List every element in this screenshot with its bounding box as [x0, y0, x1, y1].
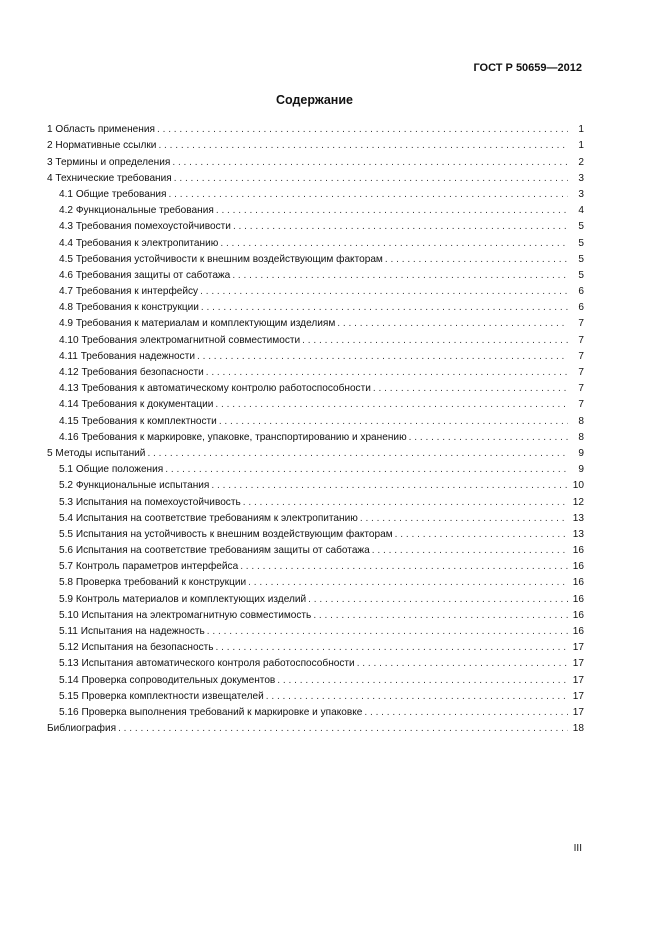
toc-entry-title: 4.8 Требования к конструкции: [59, 302, 199, 314]
toc-entry[interactable]: [47, 411, 584, 427]
toc-entry-page: 5: [578, 253, 584, 265]
table-of-contents: [47, 120, 584, 735]
toc-dot-leader: [200, 286, 568, 298]
toc-entry-title: 5.1 Общие положения: [59, 464, 164, 476]
toc-entry[interactable]: [47, 541, 584, 557]
toc-dot-leader: [266, 691, 568, 703]
toc-entry[interactable]: [47, 670, 584, 686]
toc-dot-leader: [147, 448, 568, 460]
toc-entry-page: 5: [578, 221, 584, 233]
toc-entry[interactable]: [47, 428, 584, 444]
toc-entry-page: 7: [578, 367, 584, 378]
toc-entry-title: 4 Технические требования: [47, 172, 172, 184]
toc-entry-title: 4.12 Требования безопасности: [59, 367, 204, 378]
toc-entry[interactable]: [47, 687, 584, 703]
toc-entry-title: 4.9 Требования к материалам и комплектующим изделиям: [59, 318, 336, 330]
toc-entry-page: 5: [578, 269, 584, 281]
toc-entry[interactable]: [47, 201, 584, 217]
toc-entry-page: 9: [578, 464, 584, 476]
toc-entry-title: 5.9 Контроль материалов и комплектующих изделий: [59, 593, 307, 605]
toc-entry-title: 5.10 Испытания на электромагнитную совместимость: [59, 609, 312, 621]
toc-entry-page: 16: [572, 593, 584, 605]
toc-entry-page: 9: [578, 447, 584, 459]
toc-entry-page: 16: [572, 577, 584, 589]
toc-entry-title: 5.12 Испытания на безопасность: [59, 642, 214, 654]
toc-dot-leader: [243, 497, 568, 509]
toc-entry[interactable]: [47, 314, 584, 330]
toc-entry[interactable]: [47, 266, 584, 282]
toc-entry-title: 4.15 Требования к комплектности: [59, 415, 217, 427]
toc-dot-leader: [232, 270, 568, 282]
toc-dot-leader: [211, 480, 568, 492]
toc-entry[interactable]: [47, 476, 584, 492]
toc-entry-page: 7: [578, 350, 584, 362]
toc-entry-title: 4.14 Требования к документации: [59, 399, 214, 411]
toc-dot-leader: [216, 642, 568, 654]
toc-dot-leader: [201, 302, 568, 314]
toc-entry-page: 7: [578, 318, 584, 330]
toc-entry[interactable]: [47, 363, 584, 379]
toc-dot-leader: [158, 140, 568, 152]
toc-entry-page: 7: [578, 383, 584, 395]
toc-entry[interactable]: [47, 250, 584, 266]
toc-entry-page: 16: [572, 561, 584, 573]
toc-dot-leader: [216, 205, 568, 217]
toc-dot-leader: [233, 221, 568, 233]
toc-dot-leader: [277, 675, 568, 687]
toc-dot-leader: [165, 464, 568, 476]
toc-dot-leader: [219, 416, 568, 428]
toc-entry[interactable]: [47, 169, 584, 185]
toc-entry[interactable]: [47, 347, 584, 363]
document-code: ГОСТ Р 50659—2012: [473, 62, 582, 74]
toc-entry[interactable]: [47, 460, 584, 476]
toc-entry-page: 8: [578, 431, 584, 443]
toc-entry-page: 13: [572, 528, 584, 540]
toc-entry-title: 5.8 Проверка требований к конструкции: [59, 577, 247, 589]
toc-entry[interactable]: [47, 573, 584, 589]
toc-entry-title: 5 Методы испытаний: [47, 447, 146, 459]
toc-dot-leader: [220, 238, 568, 250]
toc-entry-page: 17: [572, 658, 584, 670]
toc-dot-leader: [337, 318, 568, 330]
toc-entry-title: Библиография: [47, 723, 117, 735]
toc-entry[interactable]: [47, 719, 584, 735]
toc-entry-page: 5: [578, 237, 584, 249]
toc-dot-leader: [360, 513, 568, 525]
toc-entry-page: 17: [572, 690, 584, 702]
toc-entry-title: 5.2 Функциональные испытания: [59, 480, 210, 492]
toc-entry-title: 4.7 Требования к интерфейсу: [59, 286, 199, 298]
toc-entry-page: 18: [572, 723, 584, 735]
toc-entry-page: 16: [572, 609, 584, 621]
toc-entry-title: 3 Термины и определения: [47, 156, 171, 168]
toc-entry-title: 5.15 Проверка комплектности извещателей: [59, 690, 264, 702]
toc-entry[interactable]: [47, 622, 584, 638]
toc-dot-leader: [240, 561, 568, 573]
page-number: III: [573, 843, 582, 854]
toc-entry-title: 5.7 Контроль параметров интерфейса: [59, 561, 239, 573]
toc-entry-page: 3: [578, 172, 584, 184]
toc-dot-leader: [373, 383, 568, 395]
toc-dot-leader: [157, 124, 568, 136]
toc-entry-title: 5.13 Испытания автоматического контроля работоспособности: [59, 658, 355, 670]
toc-dot-leader: [118, 723, 568, 735]
toc-dot-leader: [169, 189, 568, 201]
toc-entry-title: 5.6 Испытания на соответствие требованиям защиты от саботажа: [59, 545, 370, 557]
toc-entry[interactable]: [47, 152, 584, 168]
toc-entry-title: 4.4 Требования к электропитанию: [59, 237, 219, 249]
toc-entry-title: 2 Нормативные ссылки: [47, 140, 157, 152]
toc-entry-title: 4.10 Требования электромагнитной совместимости: [59, 334, 301, 346]
toc-entry-page: 7: [578, 334, 584, 346]
toc-entry[interactable]: [47, 185, 584, 201]
toc-entry[interactable]: [47, 120, 584, 136]
toc-dot-leader: [215, 399, 568, 411]
toc-entry-page: 10: [572, 480, 584, 492]
toc-entry-title: 4.3 Требования помехоустойчивости: [59, 221, 231, 233]
toc-entry[interactable]: [47, 654, 584, 670]
toc-entry-page: 8: [578, 415, 584, 427]
toc-entry-title: 5.14 Проверка сопроводительных документов: [59, 674, 276, 686]
toc-entry-title: 1 Область применения: [47, 124, 155, 136]
toc-entry[interactable]: [47, 509, 584, 525]
toc-entry[interactable]: [47, 233, 584, 249]
toc-dot-leader: [372, 545, 568, 557]
toc-entry-title: 5.4 Испытания на соответствие требованиям к электропитанию: [59, 512, 358, 524]
toc-entry-title: 4.13 Требования к автоматическому контролю работоспособности: [59, 383, 371, 395]
toc-entry-page: 17: [572, 642, 584, 654]
toc-dot-leader: [385, 254, 568, 266]
toc-entry-title: 4.6 Требования защиты от саботажа: [59, 269, 231, 281]
toc-dot-leader: [357, 658, 568, 670]
toc-dot-leader: [302, 335, 568, 347]
toc-entry[interactable]: [47, 379, 584, 395]
toc-dot-leader: [409, 432, 568, 444]
toc-dot-leader: [313, 610, 568, 622]
toc-entry-page: 12: [572, 496, 584, 508]
toc-dot-leader: [207, 626, 568, 638]
toc-entry[interactable]: [47, 638, 584, 654]
toc-entry-page: 6: [578, 286, 584, 298]
toc-entry-title: 5.16 Проверка выполнения требований к маркировке и упаковке: [59, 706, 363, 718]
toc-entry-page: 4: [578, 205, 584, 217]
toc-dot-leader: [308, 594, 568, 606]
toc-entry[interactable]: [47, 606, 584, 622]
toc-entry-page: 7: [578, 399, 584, 411]
toc-entry-title: 4.16 Требования к маркировке, упаковке, транспортированию и хранению: [59, 431, 407, 443]
toc-dot-leader: [206, 367, 568, 379]
toc-entry-title: 5.3 Испытания на помехоустойчивость: [59, 496, 241, 508]
toc-entry[interactable]: [47, 589, 584, 605]
toc-entry-title: 4.11 Требования надежности: [59, 350, 195, 362]
toc-entry-page: 2: [578, 156, 584, 168]
toc-entry[interactable]: [47, 282, 584, 298]
toc-entry[interactable]: [47, 703, 584, 719]
toc-entry-title: 4.5 Требования устойчивости к внешним воздействующим факторам: [59, 253, 383, 265]
toc-entry-page: 17: [572, 706, 584, 718]
toc-entry[interactable]: [47, 136, 584, 152]
toc-entry[interactable]: [47, 557, 584, 573]
toc-entry[interactable]: [47, 330, 584, 346]
toc-entry-page: 1: [578, 124, 584, 136]
toc-dot-leader: [197, 351, 568, 363]
toc-entry-page: 6: [578, 302, 584, 314]
toc-entry-title: 5.11 Испытания на надежность: [59, 626, 205, 637]
toc-dot-leader: [174, 173, 568, 185]
toc-dot-leader: [248, 577, 568, 589]
toc-entry[interactable]: [47, 217, 584, 233]
toc-entry-title: 4.1 Общие требования: [59, 188, 167, 200]
toc-entry[interactable]: [47, 525, 584, 541]
toc-heading: Содержание: [275, 93, 353, 107]
toc-entry[interactable]: [47, 395, 584, 411]
toc-entry-page: 16: [572, 545, 584, 557]
toc-entry[interactable]: [47, 492, 584, 508]
toc-entry-title: 5.5 Испытания на устойчивость к внешним воздействующим факторам: [59, 528, 393, 540]
toc-entry-page: 3: [578, 188, 584, 200]
toc-entry[interactable]: [47, 444, 584, 460]
toc-entry-title: 4.2 Функциональные требования: [59, 205, 214, 217]
toc-dot-leader: [172, 157, 568, 169]
toc-entry-page: 1: [578, 140, 584, 152]
toc-dot-leader: [364, 707, 568, 719]
toc-dot-leader: [395, 529, 568, 541]
toc-entry-page: 13: [572, 512, 584, 524]
toc-entry-page: 16: [572, 626, 584, 637]
toc-entry[interactable]: [47, 298, 584, 314]
toc-entry-page: 17: [572, 674, 584, 686]
